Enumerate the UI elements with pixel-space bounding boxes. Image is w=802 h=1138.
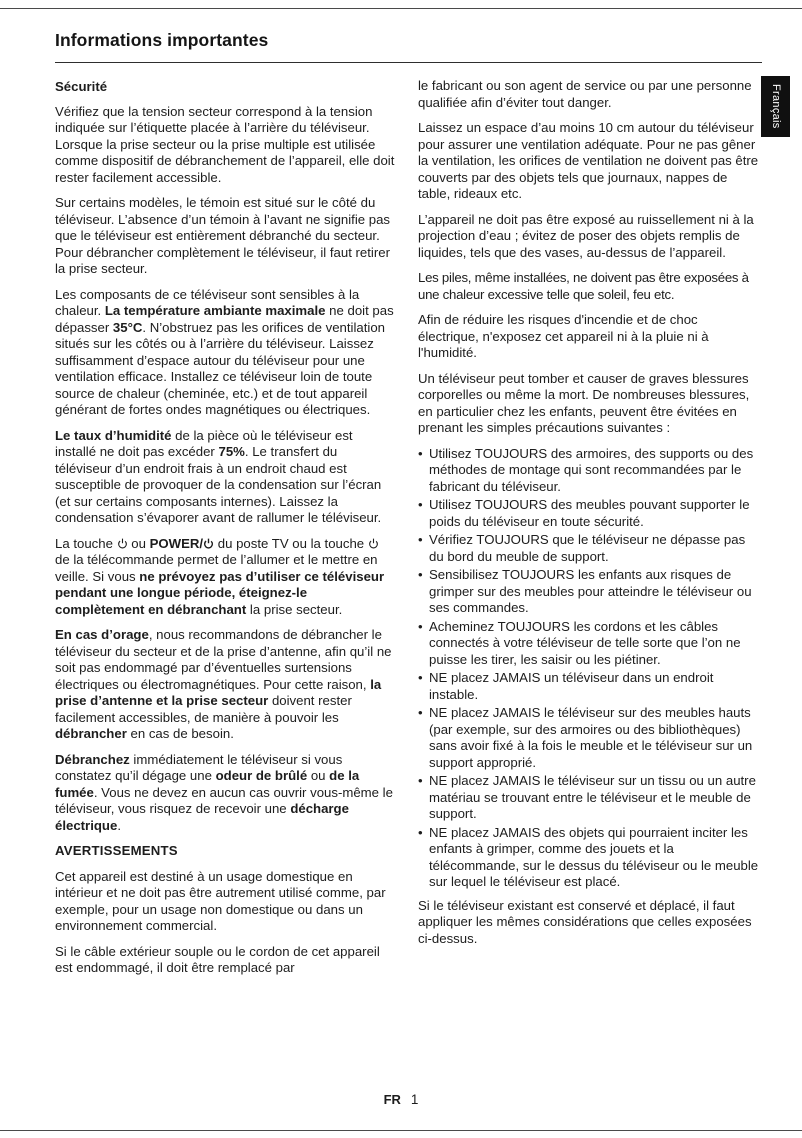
text-run: en cas de besoin. (126, 726, 234, 741)
list-item-text: NE placez JAMAIS le téléviseur sur un tissu ou un autre matériau se trouvant entre le téléviseur et le meuble de support. (429, 773, 756, 821)
bold-run: la prise d’antenne et la prise secteur (55, 676, 382, 708)
list-item-text: Utilisez TOUJOURS des armoires, des supports ou des méthodes de montage qui sont recommandées par le fabricant du téléviseur. (429, 445, 754, 494)
content-columns (55, 78, 762, 986)
paragraph: le fabricant ou son agent de service ou par une personne qualifiée afin d’éviter tout danger. (418, 78, 752, 110)
language-tab-label: Français (769, 84, 782, 129)
paragraph (55, 287, 396, 419)
text-run: . (117, 817, 121, 833)
language-tab-francais (761, 76, 790, 137)
bullet-marker: • (418, 532, 423, 547)
bullet-marker: • (418, 497, 423, 512)
bullet-marker: • (418, 670, 423, 685)
list-item (418, 619, 759, 669)
text-run: doivent rester facilement accessibles, de manière à pouvoir les (55, 693, 352, 725)
list-item-text: NE placez JAMAIS le téléviseur sur des meubles hauts (par exemple, sur des armoires ou des bibliothèques) sans avoir fixé à la fois le meuble et le téléviseur sur un support approprié. (429, 705, 753, 770)
bullet-marker: • (418, 705, 423, 720)
precautions-list (418, 446, 759, 891)
text-run: de la pièce où le téléviseur est installé ne doit pas excéder (55, 427, 353, 459)
paragraph: Sur certains modèles, le témoin est situé sur le côté du téléviseur. L’absence d’un témoin à l’avant ne signifie pas que le téléviseur est entièrement débranché du secteur. Pour débrancher complètement le téléviseur, il faut retirer la prise secteur. (55, 195, 391, 276)
paragraph (55, 752, 396, 835)
list-item-text: NE placez JAMAIS un téléviseur dans un endroit instable. (429, 670, 714, 702)
list-item (418, 670, 759, 703)
text-run: . Le transfert du téléviseur d’un endroit frais à un endroit chaud est susceptible de provoquer de la condensation sur l’écran (et sur certains composants internes). Laissez la condensation s’évaporer avant de rallumer le téléviseur. (55, 444, 382, 525)
power-icon (117, 538, 128, 549)
paragraph (55, 536, 396, 619)
paragraph (55, 428, 396, 527)
bold-run: odeur de brûlé (215, 768, 308, 783)
power-icon (203, 538, 214, 549)
text-run: . N’obstruez pas les orifices de ventilation situés sur les côtés ou à l’arrière du téléviseur. Laissez suffisamment d’espace autour du téléviseur pour une ventilation efficace. Installez ce téléviseur loin de toute source de chaleur (cheminée, etc.) et de tout appareil générant de fortes ondes magnétiques ou électriques. (55, 319, 386, 417)
list-item (418, 532, 759, 565)
bullet-marker: • (418, 773, 423, 788)
section-heading-securite: Sécurité (55, 79, 108, 94)
text-run: ou (307, 768, 330, 783)
text-run: Les composants de ce téléviseur sont sensibles à la chaleur. (55, 286, 360, 318)
bold-run: 35°C (112, 319, 143, 335)
text-run: , nous recommandons de débrancher le téléviseur du secteur et de la prise d’antenne, afin qu’il ne soit pas endommagé par d’éventuelles surtensions électriques ou électromagnétiques. Pour cette raison, (55, 627, 392, 692)
bold-run: En cas d’orage (55, 627, 149, 642)
bullet-marker: • (418, 824, 423, 840)
paragraph: Cet appareil est destiné à un usage domestique en intérieur et ne doit pas être autrement utilisé comme, par exemple, pour un usage non domestique ou dans un environnement commercial. (55, 868, 386, 933)
text-run: La touche (55, 535, 117, 551)
text-run: la prise secteur. (246, 601, 343, 617)
footer-region-code: FR (383, 1092, 401, 1107)
left-column (55, 78, 396, 986)
bullet-marker: • (418, 567, 423, 582)
list-item-text: NE placez JAMAIS des objets qui pourraient inciter les enfants à grimper, comme des jouets et la télécommande, sur le dessus du téléviseur ou le meuble sur lequel le téléviseur est placé. (429, 824, 759, 889)
text-run: ou (127, 535, 150, 551)
bold-run: POWER/ (149, 535, 204, 551)
paragraph: Laissez un espace d’au moins 10 cm autour du téléviseur pour assurer une ventilation adéquate. Pour ne pas gêner la ventilation, les orifices de ventilation ne doivent pas être couverts par des objets tels que journaux, nappes de table, rideaux etc. (418, 120, 759, 201)
paragraph (55, 627, 396, 743)
title-divider (55, 62, 762, 63)
text-run: . Vous ne devez en aucun cas ouvrir vous-même le téléviseur, vous risquez de recevoir une (55, 784, 393, 816)
page-footer (0, 1092, 802, 1109)
list-item (418, 446, 759, 496)
list-item (418, 705, 759, 771)
bold-run: La température ambiante maximale (104, 303, 326, 318)
bold-run: Le taux d’humidité (55, 427, 172, 443)
list-item (418, 773, 759, 823)
bullet-marker: • (418, 618, 423, 634)
bold-run: Débranchez (55, 751, 130, 767)
bold-run: débrancher (55, 726, 127, 741)
list-item-text: Sensibilisez TOUJOURS les enfants aux risques de grimper sur des meubles pour atteindre le téléviseur ou ses commandes. (429, 567, 752, 615)
footer-page-number: 1 (410, 1092, 419, 1107)
paragraph: Si le câble extérieur souple ou le cordon de cet appareil est endommagé, il doit être remplacé par (55, 943, 380, 975)
list-item (418, 825, 759, 891)
power-icon (368, 538, 379, 549)
bold-run: ne prévoyez pas d’utiliser ce téléviseur pendant une longue période, éteignez-le complètement en débranchant (55, 568, 385, 617)
bold-run: décharge électrique (55, 801, 349, 833)
section-heading-avertissements: AVERTISSEMENTS (55, 843, 178, 858)
paragraph: Afin de réduire les risques d'incendie et de choc électrique, n'exposez cet appareil ni à la pluie ni à l'humidité. (418, 312, 709, 360)
paragraph: Les piles, même installées, ne doivent pas être exposées à une chaleur excessive telle que soleil, feu etc. (418, 270, 749, 302)
bold-run: 75% (218, 444, 245, 459)
paragraph: Vérifiez que la tension secteur correspond à la tension indiquée sur l’étiquette placée à l’arrière du téléviseur. Lorsque la prise secteur ou la prise multiple est utilisée comme dispositif de débranchement de l’appareil, elle doit rester facilement accessible. (55, 103, 395, 185)
list-item-text: Acheminez TOUJOURS les cordons et les câbles connectés à votre téléviseur de telle sorte que l’on ne puisse les tirer, les saisir ou les piétiner. (429, 618, 741, 667)
list-item (418, 497, 759, 530)
paragraph: Un téléviseur peut tomber et causer de graves blessures corporelles ou même la mort. De nombreuses blessures, en particulier chez les enfants, peuvent être évitées en prenant les simples précautions suivantes : (418, 370, 750, 435)
bold-run: de la fumée (55, 768, 360, 800)
right-column (418, 78, 759, 986)
list-item-text: Vérifiez TOUJOURS que le téléviseur ne dépasse pas du bord du meuble de support. (429, 532, 746, 564)
list-item-text: Utilisez TOUJOURS des meubles pouvant supporter le poids du téléviseur en toute sécurité. (429, 497, 750, 529)
top-rule (0, 8, 802, 9)
page-title: Informations importantes (55, 30, 269, 50)
paragraph: L’appareil ne doit pas être exposé au ruissellement ni à la projection d’eau ; évitez de poser des objets remplis de liquides, tels que des vases, au-dessus de l’appareil. (418, 211, 754, 260)
text-run: de la télécommande permet de l’allumer et le mettre en veille. Si vous (55, 552, 378, 584)
bullet-marker: • (418, 445, 423, 461)
bottom-rule (0, 1130, 802, 1131)
paragraph: Si le téléviseur existant est conservé et déplacé, il faut appliquer les mêmes considérations que celles exposées ci-dessus. (418, 897, 752, 946)
text-run: immédiatement le téléviseur si vous constatez qu’il dégage une (55, 751, 343, 783)
text-run: du poste TV ou la touche (214, 535, 368, 551)
text-run: ne doit pas dépasser (55, 303, 394, 335)
list-item (418, 567, 759, 617)
